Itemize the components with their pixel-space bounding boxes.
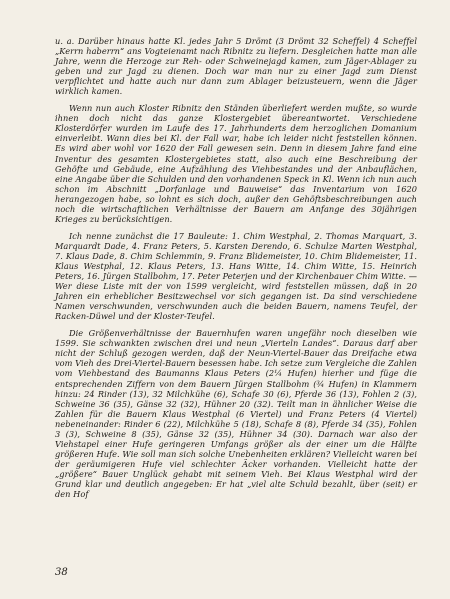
- paragraph-2: Wenn nun auch Kloster Ribnitz den Ständen überliefert werden mußte, so wurde ihnen doch nicht das ganze Klostergebiet übereantwortet. Verschiedene Klosterdörfer wurden im Laufe des 17. Jahrhunderts dem herzoglichen Domanium einverleibt. Wann dies bei Kl. der Fall war, habe ich leider nicht feststellen können. Es wird aber wohl vor 1620 der Fall gewesen sein. Denn in diesem Jahre fand eine Inventur des gesamten Klostergebietes statt, also auch eine Beschreibung der Gehöfte und Gebäude, eine Aufzählung des Viehbestandes und der Anbauflächen, eine Angabe über die Schulden und den vorhandenen Speck in Kl. Wenn ich nun auch schon im Abschnitt „Dorfanlage und Bauweise“ das Inventarium von 1620 herangezogen habe, so lohnt es sich doch, außer den Gehöftsbeschreibungen auch noch die wirtschaftlichen Verhältnisse der Bauern am Anfange des 30jährigen Krieges zu berücksichtigen.: [55, 103, 417, 224]
- page-number: 38: [55, 567, 68, 578]
- paragraph-1: u. a. Darüber hinaus hatte Kl. jedes Jahr 5 Drömt (3 Drömt 32 Scheffel) 4 Scheffel „Kerrn haberrn“ ans Vogteienamt nach Ribnitz zu liefern. Desgleichen hatte man alle Jahre, wenn die Herzoge zur Reh- oder Schweinejagd kamen, zum Jäger-Ablager zu geben und zur Jagd zu dienen. Doch war man nur zu einer Jagd zum Dienst verpflichtet und hatte auch nur dann zum Ablager beizusteuern, wenn die Jäger wirklich kamen.: [55, 36, 417, 97]
- paragraph-4: Die Größenverhältnisse der Bauernhufen waren ungefähr noch dieselben wie 1599. Sie schwankten zwischen drei und neun „Vierteln Landes“. Daraus darf aber nicht der Schluß gezogen werden, daß der Neun-Viertel-Bauer das Dreifache etwa vom Vieh des Drei-Viertel-Bauern besessen habe. Ich setze zum Vergleiche die Zahlen vom Viehbestand des Baumanns Klaus Peters (2¼ Hufen) hierher und füge die entsprechenden Ziffern von dem Bauern Jürgen Stallbohm (¾ Hufen) in Klammern hinzu: 24 Rinder (13), 32 Milchkühe (6), Schafe 30 (6), Pferde 36 (13), Fohlen 2 (3), Schweine 36 (35), Gänse 32 (32), Hühner 20 (32). Teilt man in ähnlicher Weise die Zahlen für die Bauern Klaus Westphal (6 Viertel) und Franz Peters (4 Viertel) nebeneinander: Rinder 6 (22), Milchkühe 5 (18), Schafe 8 (8), Pferde 34 (35), Fohlen 3 (3), Schweine 8 (35), Gänse 32 (35), Hühner 34 (30). Darnach war also der Viehstapel einer Hufe geringeren Umfangs größer als der einer um die Hälfte größeren Hufe. Wie soll man sich solche Unebenheiten erklären? Vielleicht waren bei der geräumigeren Hufe viel schlechter Äcker vorhanden. Vielleicht hatte der „größere“ Bauer Unglück gehabt mit seinem Vieh. Bei Klaus Westphal wird der Grund klar und deutlich angegeben: Er hat „viel alte Schuld bezahlt, über (seit) er den Hof: [55, 328, 417, 500]
- body-text: [55, 36, 417, 506]
- paragraph-3: Ich nenne zunächst die 17 Bauleute: 1. Chim Westphal, 2. Thomas Marquart, 3. Marquardt Dade, 4. Franz Peters, 5. Karsten Derendo, 6. Schulze Marten Westphal, 7. Klaus Dade, 8. Chim Schlemmin, 9. Franz Blidemeister, 10. Chim Blidemeister, 11. Klaus Westphal, 12. Klaus Peters, 13. Hans Witte, 14. Chim Witte, 15. Heinrich Peters, 16. Jürgen Stallbohm, 17. Peter Peterjen und der Kirchenbauer Chim Witte. — Wer diese Liste mit der von 1599 vergleicht, wird feststellen müssen, daß in 20 Jahren ein erheblicher Besitzwechsel vor sich gegangen ist. Da sind verschiedene Namen verschwunden, verschwunden auch die beiden Bauern, namens Teufel, der Racken-Düwel und der Kloster-Teufel.: [55, 230, 417, 322]
